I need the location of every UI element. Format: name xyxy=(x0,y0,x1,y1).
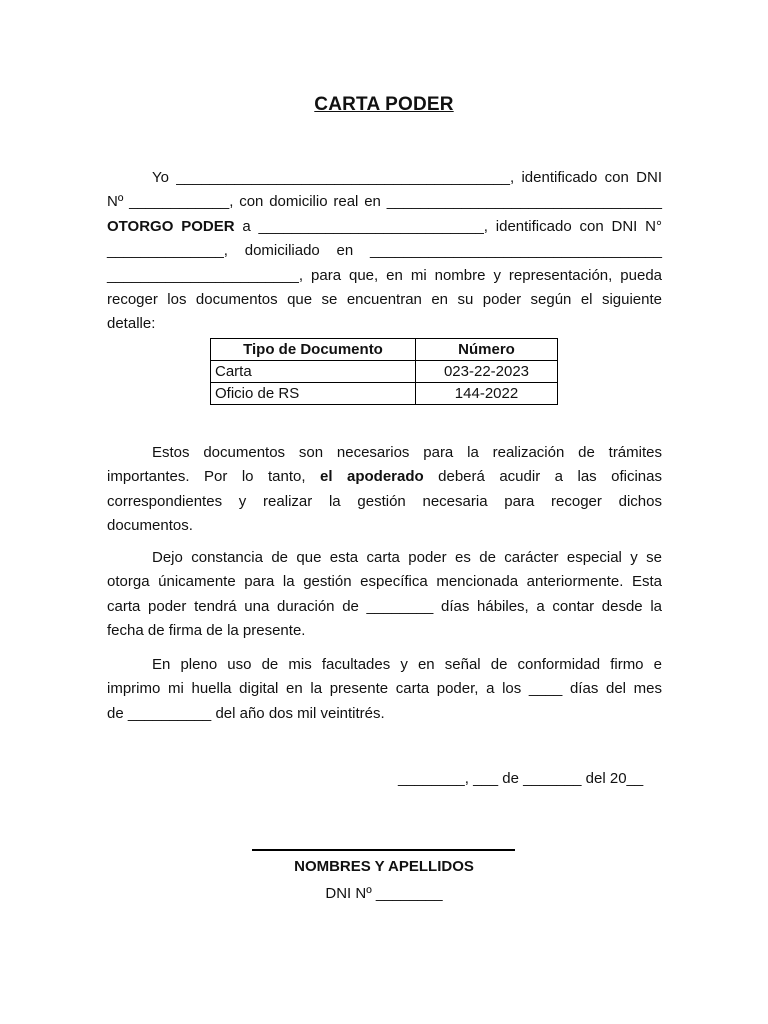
documents-table xyxy=(210,338,558,405)
column-header: Tipo de Documento xyxy=(211,339,416,361)
text-fragment: deberá acudir a las oficinas xyxy=(423,468,662,486)
bold-phrase: OTORGO PODER xyxy=(107,217,235,235)
paragraph-grant xyxy=(107,166,662,337)
signature-name: NOMBRES Y APELLIDOS xyxy=(294,858,474,875)
table-cell: Carta xyxy=(211,361,416,383)
text-line: otorga únicamente para la gestión específica mencionada anteriormente. Esta xyxy=(107,573,662,591)
document-title: CARTA PODER xyxy=(314,94,454,115)
text-fragment: a ___________________________, identificado con DNI N° xyxy=(234,217,662,235)
text-fragment: importantes. Por lo tanto, xyxy=(107,468,320,486)
text-line xyxy=(107,215,662,239)
text-line xyxy=(107,465,662,489)
date-line: ________, ___ de _______ del 20__ xyxy=(398,770,644,787)
text-line: Estos documentos son necesarios para la realización de trámites xyxy=(152,444,662,461)
text-line: En pleno uso de mis facultades y en señal de conformidad firmo e xyxy=(152,656,662,673)
text-line: _______________________, para que, en mi nombre y representación, pueda xyxy=(107,266,662,284)
text-line: imprimo mi huella digital en la presente carta poder, a los ____ días del mes xyxy=(107,680,662,698)
table-row xyxy=(211,361,558,383)
text-line: Nº ____________, con domicilio real en _________________________________ xyxy=(107,193,662,211)
text-line: correspondientes y realizar la gestión necesaria para recoger dichos xyxy=(107,492,662,510)
bold-phrase: el apoderado xyxy=(320,468,424,486)
table-row xyxy=(211,383,558,405)
signature-dni: DNI Nº ________ xyxy=(325,885,443,902)
text-line: Dejo constancia de que esta carta poder es de carácter especial y se xyxy=(152,549,662,566)
table-cell: 144-2022 xyxy=(416,383,558,405)
paragraph-conformity xyxy=(107,653,662,726)
text-line: ______________, domiciliado en ___________________________________ xyxy=(107,242,662,260)
text-line: recoger los documentos que se encuentran en su poder según el siguiente xyxy=(107,291,662,309)
column-header: Número xyxy=(416,339,558,361)
signature-line xyxy=(252,849,515,851)
paragraph-purpose xyxy=(107,441,662,539)
text-line: carta poder tendrá una duración de ________ días hábiles, a contar desde la xyxy=(107,597,662,615)
text-line: fecha de firma de la presente. xyxy=(107,622,306,640)
paragraph-validity xyxy=(107,546,662,644)
table-header-row xyxy=(211,339,558,361)
text-line: de __________ del año dos mil veintitrés. xyxy=(107,704,385,722)
table-cell: Oficio de RS xyxy=(211,383,416,405)
text-line: Yo ________________________________________, identificado con DNI xyxy=(152,169,662,186)
table-cell: 023-22-2023 xyxy=(416,361,558,383)
text-line: documentos. xyxy=(107,517,193,535)
text-line: detalle: xyxy=(107,315,156,333)
